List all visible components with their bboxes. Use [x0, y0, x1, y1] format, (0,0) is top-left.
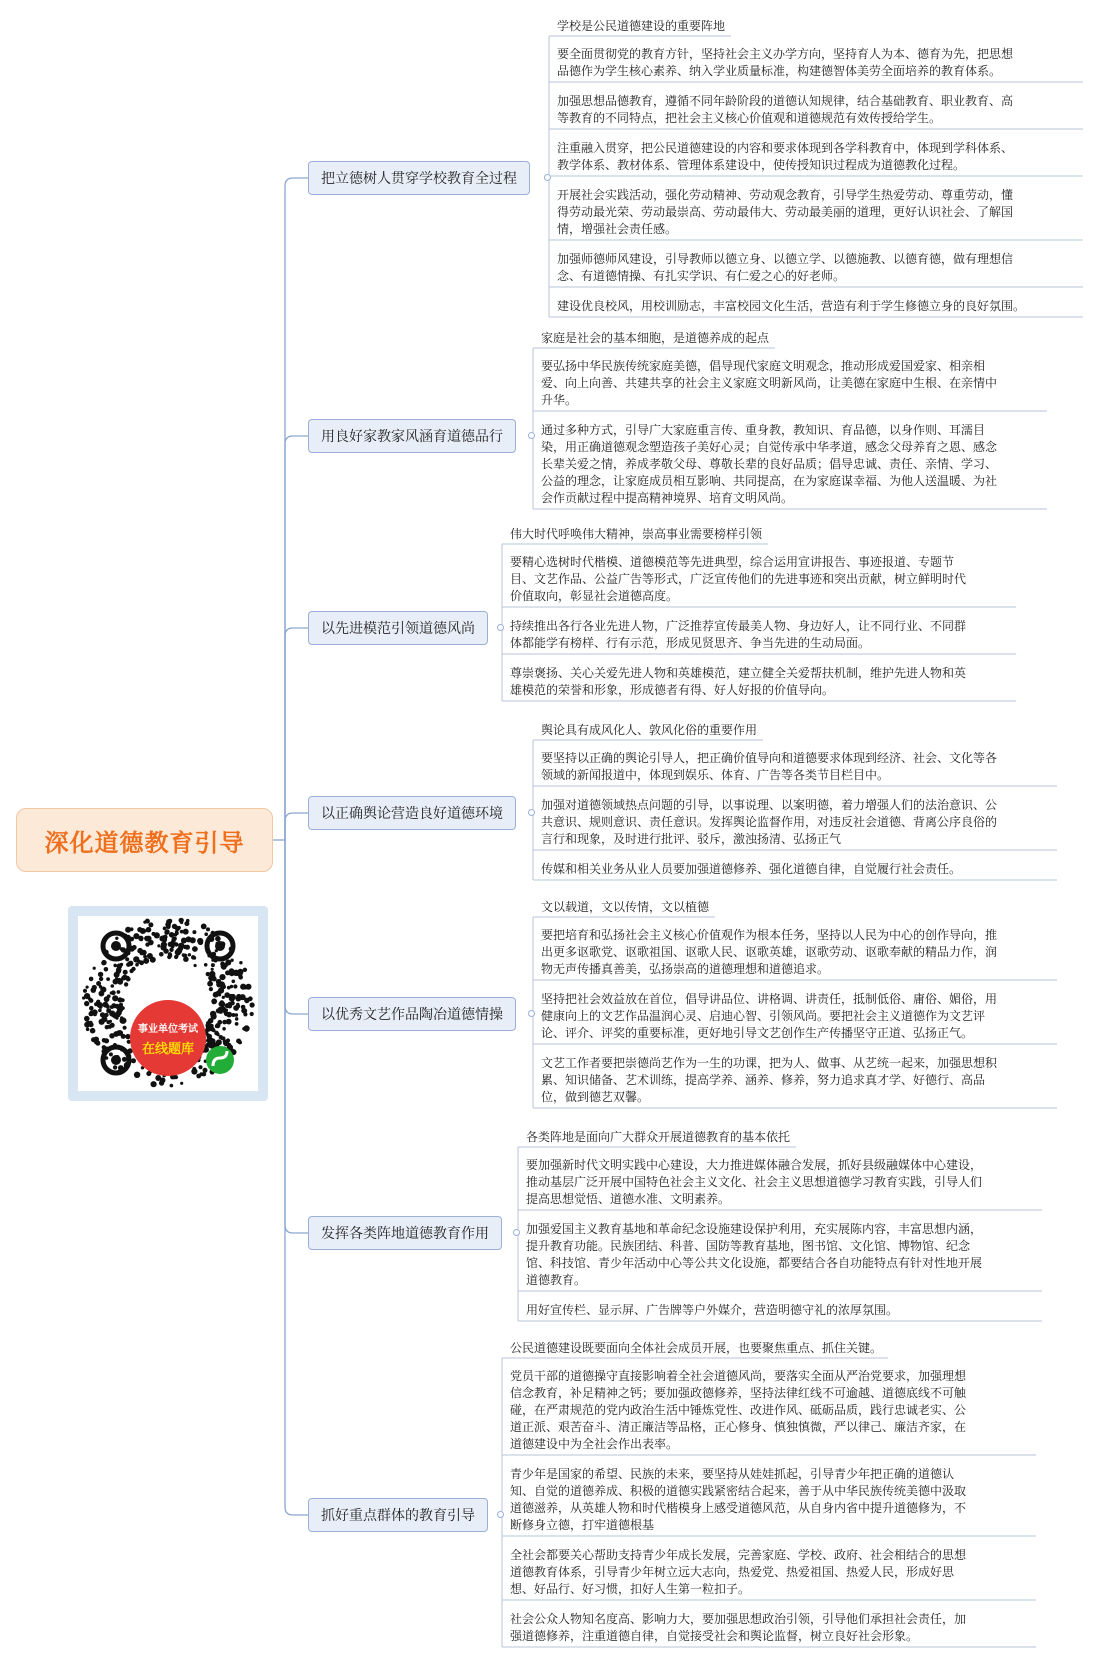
- branch-school-education[interactable]: [308, 161, 530, 195]
- detail-node[interactable]: 用好宣传栏、显示屏、广告牌等户外媒介，营造明德守礼的浓厚氛围。: [526, 1303, 899, 1317]
- branch-label: 以先进模范引领道德风尚: [321, 621, 475, 637]
- detail-node[interactable]: 社会公众人物知名度高、影响力大，要加强思想政治引领，引导他们承担社会责任，加 强道德修养，注重道德自律，自觉接受社会和舆论监督，树立良好社会形象。: [510, 1612, 967, 1643]
- branch-label: 以正确舆论营造良好道德环境: [321, 806, 503, 822]
- detail-node[interactable]: 传媒和相关业务从业人员要加强道德修养、强化道德自律，自觉履行社会责任。: [541, 862, 962, 876]
- branch-key-groups[interactable]: [308, 1498, 488, 1532]
- detail-node[interactable]: 持续推出各行各业先进人物，广泛推荐宣传最美人物、身边好人，让不同行业、不同群 体都能学有榜样、行有示范，形成见贤思齐、争当先进的生动局面。: [510, 619, 967, 650]
- branch-role-models[interactable]: [308, 611, 488, 645]
- detail-node[interactable]: 青少年是国家的希望、民族的未来，要坚持从娃娃抓起，引导青少年把正确的道德认 知、自觉的道德养成、积极的道德实践紧密结合起来，善于从中华民族传统美德中汲取 道德滋养，从英雄人物和时代楷模身上感受道德风范，从自身内省中提升道德修为，不 断修身立德，打牢道德根基: [510, 1467, 967, 1532]
- group-head: 文以载道，文以传情，文以植德: [541, 900, 710, 914]
- detail-node[interactable]: 要坚持以正确的舆论引导人，把正确价值导向和道德要求体现到经济、社会、文化等各 领域的新闻报道中，体现到娱乐、体育、广告等各类节目栏目中。: [541, 751, 998, 782]
- group-role-models: [496, 526, 1016, 701]
- group-school-education: [543, 18, 1083, 320]
- group-family-tradition: [527, 330, 1047, 506]
- detail-node[interactable]: 建设优良校风，用校训励志，丰富校园文化生活，营造有利于学生修德立身的良好氛围。: [557, 299, 1026, 313]
- root-topic-label: 深化道德教育引导: [44, 828, 245, 857]
- detail-node[interactable]: 注重融入贯穿，把公民道德建设的内容和要求体现到各学科教育中，体现到学科体系、 教学体系、教材体系、管理体系建设中，使传授知识过程成为道德教化过程。: [557, 141, 1014, 172]
- detail-node[interactable]: 文艺工作者要把崇德尚艺作为一生的功课，把为人、做事、从艺统一起来，加强思想积 累、知识储备、艺术训练，提高学养、涵养、修养，努力追求真才学、好德行、高品 位，做到德艺双馨。: [541, 1056, 998, 1104]
- qr-badge-line2: 在线题库: [141, 1041, 194, 1057]
- branch-label: 抓好重点群体的教育引导: [321, 1508, 475, 1524]
- detail-node[interactable]: 坚持把社会效益放在首位，倡导讲品位、讲格调、讲责任，抵制低俗、庸俗、媚俗，用 健康向上的文艺作品温润心灵、启迪心智、引领风尚。要把社会主义道德作为文艺评 论、评介、评奖的重要标准，更好地引导文艺创作生产传播坚守正道、弘扬正气。: [541, 992, 998, 1040]
- branch-label: 把立德树人贯穿学校教育全过程: [321, 171, 517, 187]
- branch-education-venues[interactable]: [308, 1216, 502, 1250]
- group-head: 舆论具有成风化人、敦风化俗的重要作用: [541, 723, 758, 737]
- detail-node[interactable]: 尊崇褒扬、关心关爱先进人物和英雄模范，建立健全关爱帮扶机制，维护先进人物和英 雄模范的荣誉和形象，形成德者有得、好人好报的价值导向。: [510, 666, 967, 697]
- detail-node[interactable]: 加强爱国主义教育基地和革命纪念设施建设保护利用，充实展陈内容，丰富思想内涵， 提升教育功能。民族团结、科普、国防等教育基地，图书馆、文化馆、博物馆、纪念 馆、科技馆、青少年活动中心等公共文化设施，都要结合各自功能特点有针对性地开展 道德教育。: [526, 1222, 983, 1287]
- detail-node[interactable]: 通过多种方式，引导广大家庭重言传、重身教，教知识、育品德，以身作则、耳濡目 染，用正确道德观念塑造孩子美好心灵；自觉传承中华孝道，感念父母养育之恩、感念 长辈关爱之情，养成孝敬父母、尊敬长辈的良好品质；倡导忠诚、责任、亲情、学习、 公益的理念，让家庭成员相互影响、共同提高，在为家庭谋幸福、为他人送温暖、为社 会作贡献过程中提高精神境界、培育文明风尚。: [541, 423, 998, 505]
- group-head: 公民道德建设既要面向全体社会成员开展，也要聚焦重点、抓住关键。: [510, 1341, 883, 1355]
- branch-literature-art[interactable]: [308, 997, 516, 1031]
- group-key-groups: [496, 1340, 1036, 1666]
- detail-node[interactable]: 要把培育和弘扬社会主义核心价值观作为根本任务，坚持以人民为中心的创作导向，推 出更多讴歌党、讴歌祖国、讴歌人民、讴歌英雄，讴歌劳动、讴歌奉献的精品力作，润 物无声传播真善美，弘扬崇高的道德理想和道德追求。: [541, 928, 998, 976]
- branch-label: 用良好家教家风涵育道德品行: [321, 429, 503, 445]
- group-head: 家庭是社会的基本细胞，是道德养成的起点: [541, 331, 770, 345]
- detail-node[interactable]: 加强对道德领域热点问题的引导，以事说理、以案明德，着力增强人们的法治意识、公 共意识、规则意识、责任意识。发挥舆论监督作用，对违反社会道德、背离公序良俗的 言行和现象，及时进行批评、驳斥，激浊扬清、弘扬正气: [541, 798, 998, 846]
- detail-node[interactable]: 要弘扬中华民族传统家庭美德，倡导现代家庭文明观念，推动形成爱国爱家、相亲相 爱、向上向善、共建共享的社会主义家庭文明新风尚，让美德在家庭中生根、在亲情中 升华。: [541, 359, 998, 407]
- root-topic[interactable]: [16, 808, 273, 872]
- detail-node[interactable]: 全社会都要关心帮助支持青少年成长发展，完善家庭、学校、政府、社会相结合的思想 道德教育体系，引导青少年树立远大志向，热爱党、热爱祖国、热爱人民，形成好思 想、好品行、好习惯，扣好人生第一粒扣子。: [510, 1548, 967, 1596]
- detail-node[interactable]: 要精心选树时代楷模、道德模范等先进典型，综合运用宣讲报告、事迹报道、专题节 目、文艺作品、公益广告等形式，广泛宣传他们的先进事迹和突出贡献，树立鲜明时代 价值取向，彰显社会道德高度。: [510, 555, 967, 603]
- group-head: 各类阵地是面向广大群众开展道德教育的基本依托: [526, 1130, 791, 1144]
- qr-badge: [130, 1000, 206, 1076]
- qr-badge-line1: 事业单位考试: [138, 1023, 198, 1035]
- branch-public-opinion[interactable]: [308, 796, 516, 830]
- branch-label: 发挥各类阵地道德教育作用: [321, 1226, 489, 1242]
- detail-node[interactable]: 党员干部的道德操守直接影响着全社会道德风尚，要落实全面从严治党要求，加强理想 信念教育，补足精神之钙；要加强政德修养，坚持法律红线不可逾越、道德底线不可触 碰，在严肃规范的党内政治生活中锤炼党性、改进作风、砥砺品质，践行忠诚老实、公 道正派、艰苦奋斗、清正廉洁等品格，正心修身、慎独慎微，严以律己、廉洁齐家，在 道德建设中为全社会作出表率。: [510, 1369, 967, 1451]
- group-head: 伟大时代呼唤伟大精神，崇高事业需要榜样引领: [510, 527, 763, 541]
- detail-node[interactable]: 加强思想品德教育，遵循不同年龄阶段的道德认知规律，结合基础教育、职业教育、高 等教育的不同特点，把社会主义核心价值观和道德规范有效传授给学生。: [557, 94, 1014, 125]
- detail-node[interactable]: 要加强新时代文明实践中心建设，大力推进媒体融合发展，抓好县级融媒体中心建设， 推动基层广泛开展中国特色社会主义文化、社会主义思想道德学习教育实践，引导人们 提高思想觉悟、道德水准、文明素养。: [526, 1158, 983, 1206]
- branch-label: 以优秀文艺作品陶冶道德情操: [321, 1007, 503, 1023]
- group-literature-art: [527, 899, 1057, 1109]
- detail-node[interactable]: 要全面贯彻党的教育方针，坚持社会主义办学方向，坚持育人为本、德育为先，把思想 品德作为学生核心素养、纳入学业质量标准，构建德智体美劳全面培养的教育体系。: [557, 47, 1014, 78]
- branch-family-tradition[interactable]: [308, 419, 516, 453]
- group-head: 学校是公民道德建设的重要阵地: [557, 19, 726, 33]
- group-education-venues: [512, 1129, 1042, 1321]
- detail-node[interactable]: 开展社会实践活动，强化劳动精神、劳动观念教育，引导学生热爱劳动、尊重劳动，懂 得劳动最光荣、劳动最崇高、劳动最伟大、劳动最美丽的道理，更好认识社会、了解国 情，增强社会责任感。: [557, 188, 1014, 236]
- detail-node[interactable]: 加强师德师风建设，引导教师以德立身、以德立学、以德施教、以德育德，做有理想信 念、有道德情操、有扎实学识、有仁爱之心的好老师。: [557, 252, 1014, 283]
- group-public-opinion: [527, 722, 1057, 877]
